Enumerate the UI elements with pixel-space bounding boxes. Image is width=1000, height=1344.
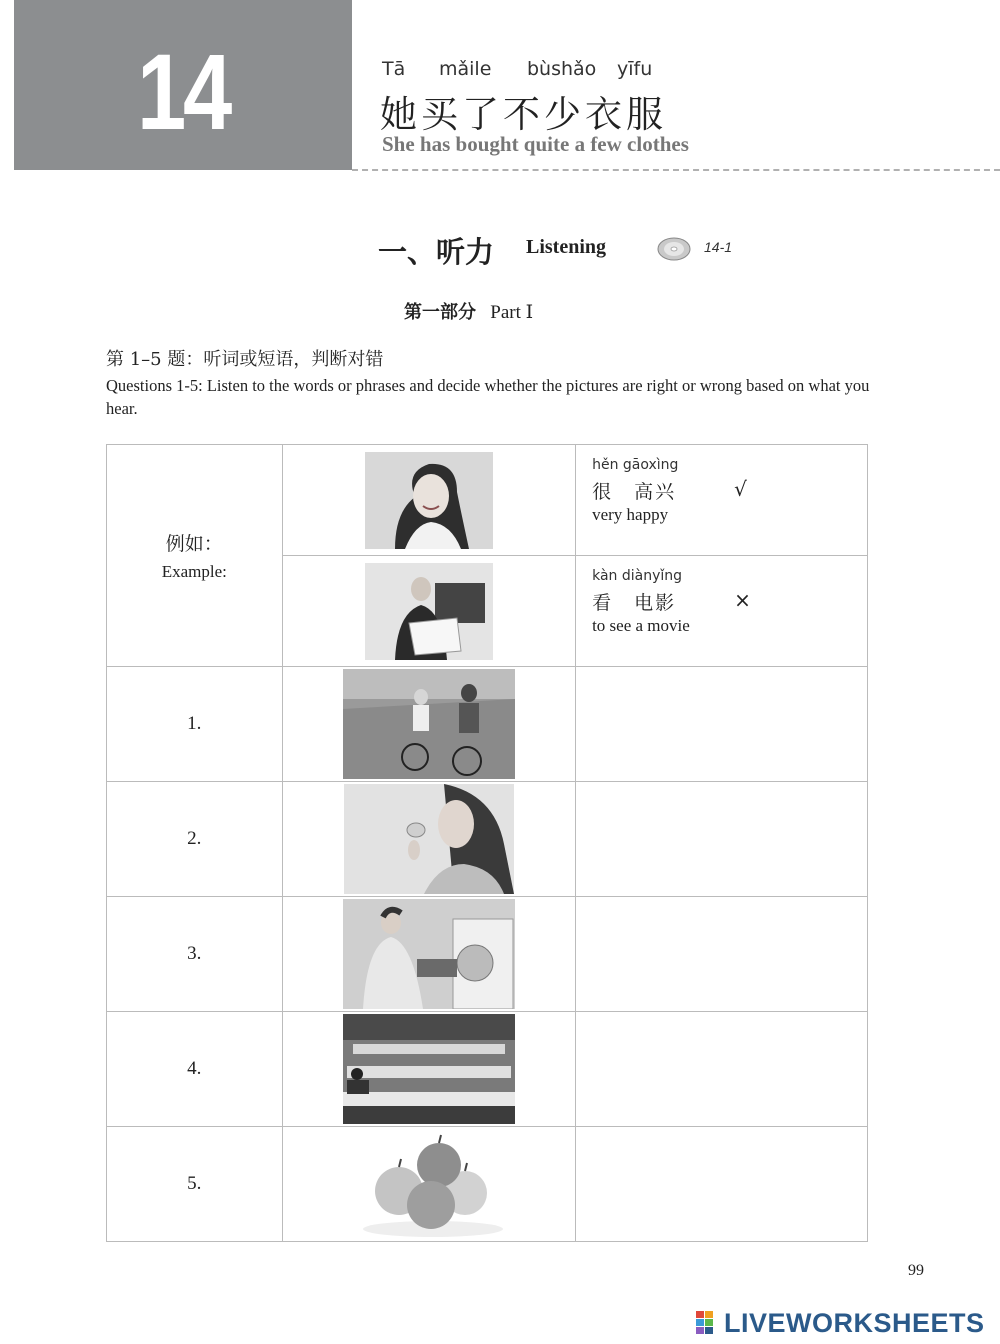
couple-cycling-photo (343, 669, 515, 779)
audio-track-number: 14-1 (704, 239, 733, 255)
question-row (107, 667, 868, 782)
smiling-girl-photo (365, 452, 493, 549)
woman-laundry-photo (343, 899, 515, 1009)
pinyin-word: bùshǎo (527, 58, 597, 80)
answer-cell[interactable] (576, 897, 868, 1012)
man-reading-papers-photo (365, 563, 493, 660)
liveworksheets-brand[interactable]: LIVEWORKSHEETS (724, 1308, 985, 1338)
pinyin-word: mǎile (439, 58, 492, 80)
example-row (107, 445, 868, 556)
question-row (107, 1012, 868, 1127)
part-heading (404, 298, 533, 324)
example-label-en: Example: (161, 562, 227, 581)
lesson-title-cn: 她买了不少衣服 (380, 93, 667, 136)
instructions-en: Questions 1-5: Listen to the words or phrases and decide whether the pictures are right or wrong based on what you hear. (106, 376, 870, 418)
answer-cell[interactable] (576, 782, 868, 897)
lesson-number: 14 (137, 31, 229, 152)
page-number: 99 (908, 1262, 924, 1279)
question-number: 3. (107, 897, 283, 1012)
question-number: 1. (107, 667, 283, 782)
section-title-en: Listening (526, 236, 607, 258)
example-answer-cell (576, 445, 868, 556)
question-row (107, 897, 868, 1012)
example-label-cell (107, 445, 283, 667)
question-row (107, 1127, 868, 1242)
example-phrase-en: very happy (592, 505, 669, 524)
part-title-en: Part Ⅰ (490, 302, 534, 323)
example-photo-cell (282, 445, 576, 556)
question-photo-cell (282, 1127, 576, 1242)
example-pinyin: kàn diànyǐng (592, 568, 683, 584)
answer-cell[interactable] (576, 667, 868, 782)
example-phrase-cn: 很 高兴 (592, 481, 677, 503)
woman-drinking-photo (344, 784, 514, 894)
title-pinyin (382, 58, 652, 80)
answer-cell[interactable] (576, 1012, 868, 1127)
example-answer-cell (576, 556, 868, 667)
apples-photo (343, 1129, 515, 1239)
question-photo-cell (282, 1012, 576, 1127)
question-row (107, 782, 868, 897)
lesson-title-en: She has bought quite a few clothes (382, 132, 689, 156)
question-photo-cell (282, 782, 576, 897)
part-title-cn: 第一部分 (404, 302, 476, 323)
question-number: 2. (107, 782, 283, 897)
exercise-table (106, 444, 868, 1242)
pinyin-word: yīfu (617, 58, 653, 80)
cross-mark-icon: × (734, 588, 751, 612)
lesson-number-box (14, 0, 352, 170)
question-number: 5. (107, 1127, 283, 1242)
section-title-cn: 一、听力 (378, 235, 495, 269)
question-photo-cell (282, 667, 576, 782)
answer-cell[interactable] (576, 1127, 868, 1242)
example-label-cn: 例如： (165, 533, 223, 555)
question-photo-cell (282, 897, 576, 1012)
audio-cd-icon[interactable] (656, 235, 692, 263)
liveworksheets-logo-icon (696, 1311, 722, 1335)
example-phrase-en: to see a movie (592, 616, 690, 635)
example-pinyin: hěn gāoxìng (592, 457, 679, 473)
example-photo-cell (282, 556, 576, 667)
header-divider (352, 169, 1000, 171)
example-phrase-cn: 看 电影 (592, 592, 677, 614)
library-reading-room-photo (343, 1014, 515, 1124)
check-mark-icon: √ (734, 477, 747, 501)
pinyin-word: Tā (382, 58, 406, 80)
instructions-cn: 第 1–5 题：听词或短语，判断对错 (106, 349, 384, 370)
question-number: 4. (107, 1012, 283, 1127)
